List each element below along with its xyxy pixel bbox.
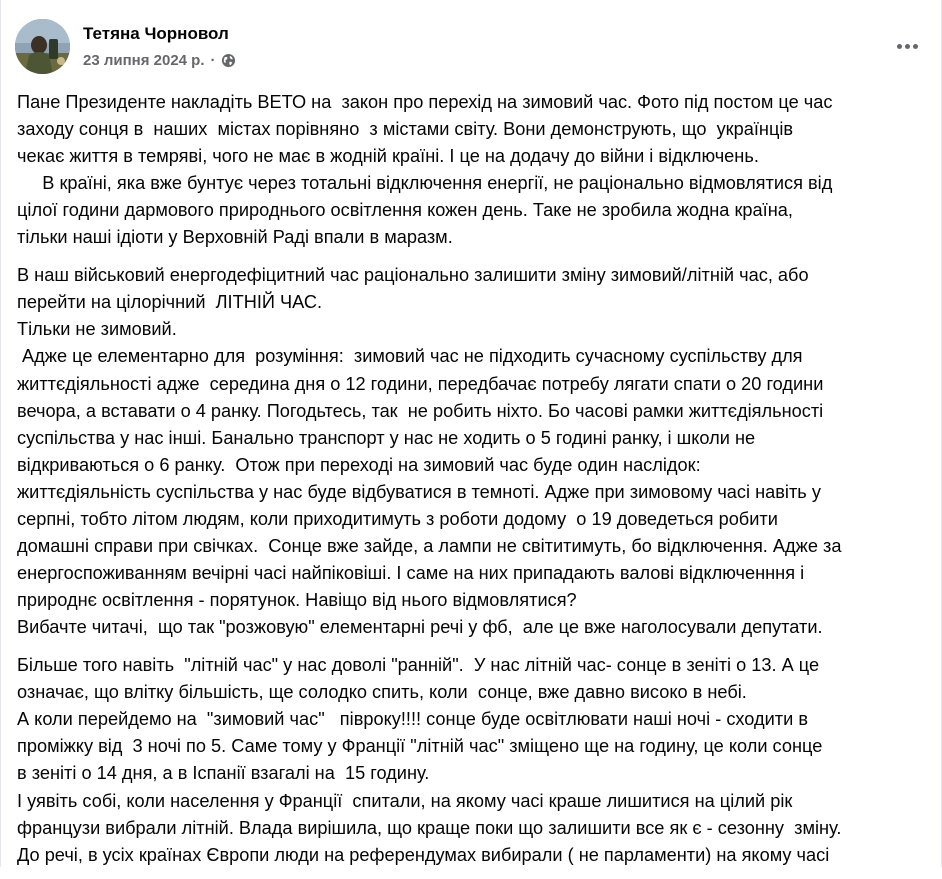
text-line: означає, що влітку більшість, ще солодко спить, коли сонце, вже давно високо в небі. xyxy=(17,682,747,703)
text-line: Адже це елементарно для розуміння: зимовий час не підходить сучасному суспільству для xyxy=(17,346,803,367)
text-line: в зеніті о 14 дня, а в Іспанії взагалі на 15 годину. xyxy=(17,763,430,784)
text-line: заходу сонця в наших містах порівняно з містами світу. Вони демонструють, що українців xyxy=(17,119,794,140)
post-paragraph xyxy=(17,262,935,641)
meta-separator: · xyxy=(210,52,216,69)
text-line: тільки наші ідіоти у Верховній Раді впали в маразм. xyxy=(17,227,453,248)
text-line: енергоспоживанням вечірні часі найпіковіші. І саме на них припадають валові відключенння і xyxy=(17,563,805,584)
text-line: природнє освітлення - порятунок. Навіщо від нього відмовлятися? xyxy=(17,590,577,611)
text-line: життєдіяльності адже середина дня о 12 години, передбачає потребу лягати спати о 20 години xyxy=(17,373,824,394)
text-line: До речі, в усіх країнах Європи люди на референдумах вибирали ( не парламенти) на якому часі xyxy=(17,844,830,865)
author-name[interactable]: Тетяна Чорновол xyxy=(83,24,229,43)
post-date[interactable]: 23 липня 2024 р. xyxy=(83,52,205,69)
text-line: домашні справи при свічках. Сонце вже зайде, а лампи не світитимуть, бо відключення. Адже за xyxy=(17,536,842,557)
text-line: І уявіть собі, коли населення у Франції спитали, на якому часі краше лишитися на цілий рік xyxy=(17,790,793,811)
post-meta xyxy=(83,52,236,69)
text-line: В наш військовий енергодефіцитний час раціонально залишити зміну зимовий/літній час, або xyxy=(17,265,809,286)
text-line: відкриваються о 6 ранку. Отож при переході на зимовий час буде один наслідок: xyxy=(17,454,701,475)
text-line: А коли перейдемо на "зимовий час" півроку!!!! сонце буде освітлювати наші ночі - сходити в xyxy=(17,709,809,730)
text-line: вечора, а вставати о 4 ранку. Погодьтесь, так не робить ніхто. Бо часові рамки життєдіяльності xyxy=(17,400,824,421)
post-paragraph xyxy=(17,652,935,869)
post-header xyxy=(15,16,925,76)
more-options-icon[interactable] xyxy=(889,32,925,60)
post-paragraph xyxy=(17,89,935,252)
text-line: французи вибрали літній. Влада вирішила, що краще поки що залишити все як є - сезонну зміну. xyxy=(17,817,842,838)
text-line: Вибачте читачі, що так "розжовую" елементарні речі у фб, але це вже наголосували депутати. xyxy=(17,617,823,638)
text-line: суспільства у нас інші. Банально транспорт у нас не ходить о 5 годині ранку, і школи не xyxy=(17,427,756,448)
text-line: проміжку від 3 ночі по 5. Саме тому у Франції "літній час" зміщено ще на годину, це коли сонце xyxy=(17,736,823,757)
text-line: Більше того навіть "літній час" у нас доволі "ранній". У нас літній час- сонце в зеніті о 13. А це xyxy=(17,655,820,676)
text-line: життєдіяльність суспільства у нас буде відбуватися в темноті. Адже при зимовому часі навіть у xyxy=(17,481,821,502)
globe-icon[interactable] xyxy=(221,53,236,68)
text-line: Тільки не зимовий. xyxy=(17,319,177,340)
text-line: Пане Президенте накладіть ВЕТО на закон про перехід на зимовий час. Фото під постом це час xyxy=(17,92,833,112)
avatar-photo xyxy=(15,19,70,74)
text-line: серпні, тобто літом людям, коли приходитимуть з роботи додому о 19 доведеться робити xyxy=(17,509,778,529)
text-line: перейти на цілорічний ЛІТНІЙ ЧАС. xyxy=(17,292,323,313)
avatar[interactable] xyxy=(15,19,70,74)
text-line: чекає життя в темряві, чого не має в жодній країні. І це на додачу до війни і відключень. xyxy=(17,146,759,167)
post-text xyxy=(17,89,935,879)
text-line: В країні, яка вже бунтує через тотальні відключення енергії, не раціонально відмовлятися від xyxy=(17,173,833,194)
text-line: цілої години дармового природнього освітлення кожен день. Таке не зробила жодна країна, xyxy=(17,200,793,221)
